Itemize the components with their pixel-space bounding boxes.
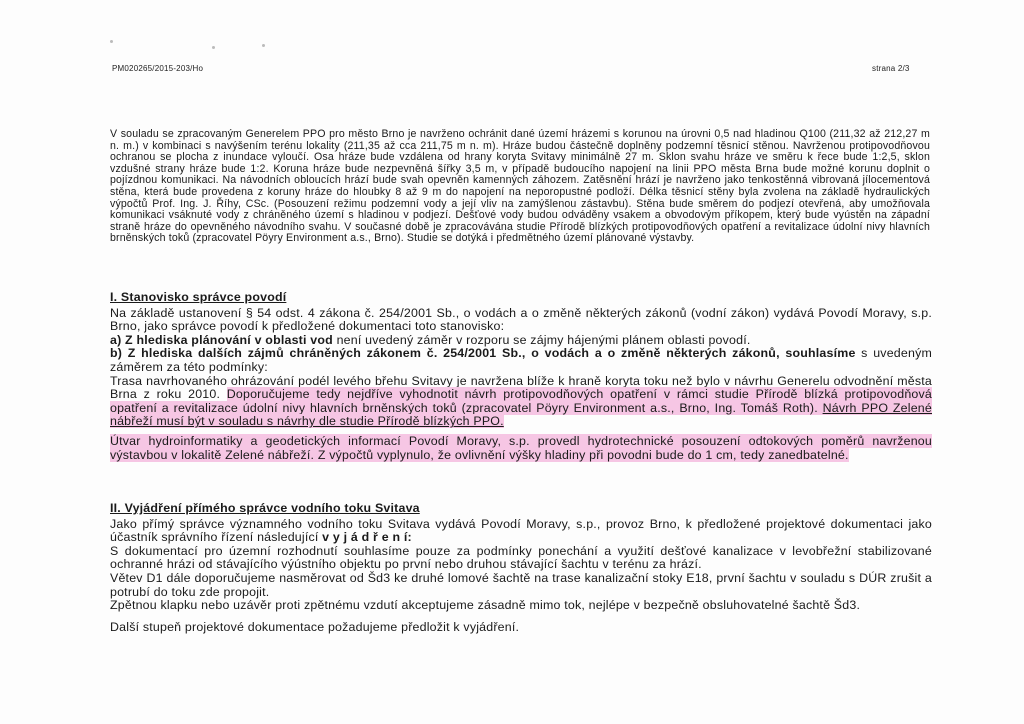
document-reference: PM020265/2015-203/Ho	[112, 64, 204, 73]
condition-paragraph: S dokumentací pro územní rozhodnutí souhlasíme pouze za podmínky ponechání a využití dešťové kanalizace v levobřežní stabilizované ochranné hrázi od stávajícího výústního objektu po první nebo druhou stávající šachtu v terénu za hrází.	[110, 543, 932, 572]
clause-b-title: b) Z hlediska dalších zájmů chráněných zákonem č. 254/2001 Sb., o vodách a o změně některých zákonů, souhlasíme	[110, 346, 856, 361]
valve-paragraph: Zpětnou klapku nebo uzávěr proti zpětnému vzdutí akceptujeme zásadně mimo tok, nejlépe v bezpečně obsluhovatelné šachtě Šd3.	[110, 598, 861, 613]
highlighted-requirement: Návrh PPO Zelené nábřeží musí být v souladu s návrhy dle studie Přírodě blízkých PPO.	[110, 400, 932, 429]
clause-a-title: a) Z hlediska plánování v oblasti vod	[110, 332, 333, 347]
section-stanovisko	[110, 291, 932, 462]
section-paragraph: Na základě ustanovení § 54 odst. 4 zákona č. 254/2001 Sb., o vodách a o změně některých zákonů (vodní zákon) vydává Povodí Moravy, s.p. Brno, jako správce povodí k předložené dokumentaci toto stanovisko:	[110, 305, 932, 334]
statement-label: v y j á d ř e n í:	[322, 530, 412, 545]
section-paragraph	[110, 518, 932, 545]
hydro-paragraph	[110, 435, 932, 462]
clause-a-text: není uvedený záměr v rozporu se zájmy hájenými plánem oblasti povodí.	[332, 332, 751, 347]
highlighted-recommendation: Doporučujeme tedy nejdříve vyhodnotit návrh protipovodňových opatření v rámci studie Přírodě blízká protipovodňová opatření a revitalizace údolní nivy hlavních brněnských toků (zpracovatel Pöyry Environment a.s., Brno, Ing. Tomáš Roth).	[110, 387, 932, 415]
closing-paragraph: Další stupeň projektové dokumentace požadujeme předložit k vyjádření.	[110, 619, 520, 634]
scan-speck	[110, 40, 113, 43]
intro-paragraph: V souladu se zpracovaným Generelem PPO pro město Brno je navrženo ochránit dané území hrázemi s korunou na úrovni 0,5 nad hladinou Q100 (211,32 až 212,27 m n. m.) v kombinaci s navýšením terénu lokality (211,35 až cca 211,75 m n. m). Hráze budou částečně doplněny podzemní těsnicí stěnou. Navrženou protipovodňovou ochranou se plocha z inundace vyloučí. Osa hráze bude vzdálena od hrany koryta Svitavy minimálně 27 m. Sklon svahu hráze ve směru k řece bude 1:2,5, sklon vzdušné strany hráze bude 1:2. Koruna hráze bude nezpevněná šířky 3,5 m, v případě budoucího napojení na linii PPO města Brna bude možné korunu doplnit o pojízdnou komunikaci. Na návodních obloucích hrází bude svah opevněn kamenných záhozem. Zatěsnění hrází je navrženo jako tenkostěnná vibrovaná jílocementová stěna, která bude provedena z koruny hráze do hloubky 8 až 9 m do napojení na neporopustné podloží. Délka těsnicí stěny byla zvolena na základě hydraulických výpočtů Prof. Ing. J. Říhy, CSc. (Posouzení režimu podzemní vody a její vliv na zamýšlenou zástavbu). Stěna bude směrem do podjezí otevřená, aby umožňovala komunikaci vsáknuté vody z chráněného území s hladinou v podjezí. Dešťové vody budou odváděny vsakem a obvodovým příkopem, který bude vyústěn na západní straně hráze do opevněného návodního svahu. V současné době je zpracovávána studie Přírodě blízkých protipovodňových opatření a revitalizace údolní nivy hlavních brněnských toků (zpracovatel Pöyry Environment a.s., Brno). Studie se dotýká i předmětného území plánované výstavby.	[110, 128, 930, 245]
recommendation-paragraph: Větev D1 dále doporučujeme nasměrovat od Šd3 ke druhé lomové šachtě na trase kanalizační stoky E18, první šachtu v souladu s DÚR zrušit a potrubí do toku zde propojit.	[110, 570, 932, 599]
clause-a	[110, 334, 932, 348]
highlighted-hydro-assessment: Útvar hydroinformatiky a geodetických informací Povodí Moravy, s.p. provedl hydrotechnické posouzení odtokových poměrů navrženou výstavbou v lokalitě Zelené nábřeží. Z výpočtů vyplynulo, že ovlivnění výšky hladiny při povodni bude do 1 cm, tedy zanedbatelné.	[110, 433, 932, 462]
intro-text: Jako přímý správce významného vodního toku Svitava vydává Povodí Moravy, s.p., provoz Brno, k předložené projektové dokumentaci jako účastník správního řízení následující	[110, 516, 932, 545]
clause-b	[110, 347, 932, 374]
scan-speck	[262, 44, 265, 47]
section-heading: II. Vyjádření přímého správce vodního toku Svitava	[110, 501, 420, 515]
clause-b-text: s uvedeným záměrem za této podmínky:	[110, 346, 932, 374]
section-heading: I. Stanovisko správce povodí	[110, 290, 287, 304]
section-vyjadreni	[110, 502, 932, 634]
condition-text: Trasa navrhovaného ohrázování podél levého břehu Svitavy je navržena blíže k hraně koryta toku než bylo v návrhu Generelu odvodnění města Brna z roku 2010.	[110, 373, 932, 402]
page-number: strana 2/3	[872, 64, 910, 73]
scan-speck	[212, 46, 215, 49]
condition-paragraph	[110, 375, 932, 429]
